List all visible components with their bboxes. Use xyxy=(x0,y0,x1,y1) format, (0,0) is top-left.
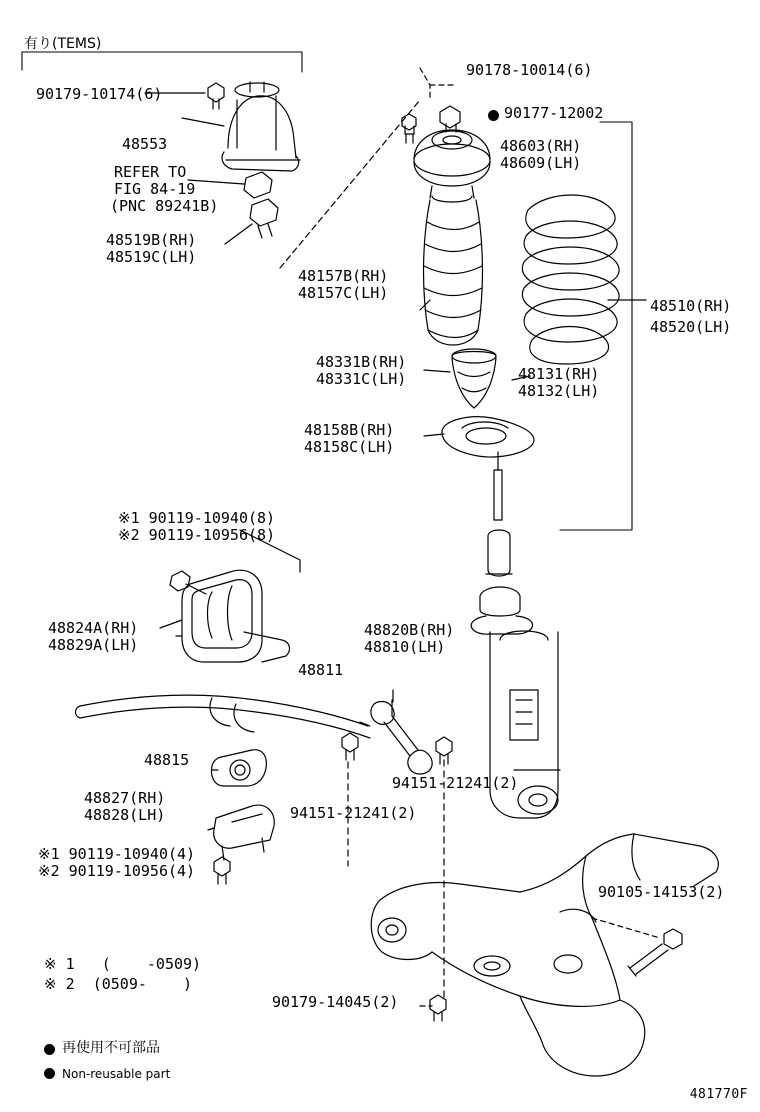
label-48553: 48553 xyxy=(122,135,168,153)
legend-nonreusable-jp: 再使用不可部品 xyxy=(62,1040,160,1056)
label-48157b: 48157B(RH) xyxy=(298,267,389,285)
label-48331c: 48331C(LH) xyxy=(316,370,407,388)
label-48131: 48131(RH) xyxy=(518,365,600,383)
tems-note-text: 有り(TEMS) xyxy=(24,36,102,52)
non-reusable-marker-90177 xyxy=(488,110,499,121)
label-note1-90119-10940-4: ※1 90119-10940(4) xyxy=(38,845,196,863)
label-48828: 48828(LH) xyxy=(84,806,166,824)
label-90179-14045: 90179-14045(2) xyxy=(272,993,399,1011)
label-refer-to-line3: (PNC 89241B) xyxy=(110,197,219,215)
label-48510: 48510(RH) xyxy=(650,297,732,315)
label-48829a: 48829A(LH) xyxy=(48,636,139,654)
diagram-code: 481770F xyxy=(689,1087,748,1102)
label-note2-90119-10956-8: ※2 90119-10956(8) xyxy=(118,526,276,544)
label-94151-21241-b: 94151-21241(2) xyxy=(290,804,417,822)
label-48132: 48132(LH) xyxy=(518,382,600,400)
label-48158c: 48158C(LH) xyxy=(304,438,395,456)
label-refer-to-line2: FIG 84-19 xyxy=(114,180,196,198)
label-48158b: 48158B(RH) xyxy=(304,421,395,439)
label-48820b: 48820B(RH) xyxy=(364,621,455,639)
label-90177-12002: 90177-12002 xyxy=(504,104,604,122)
label-48827: 48827(RH) xyxy=(84,789,166,807)
label-note2-90119-10956-4: ※2 90119-10956(4) xyxy=(38,862,196,880)
legend-nonreusable-en: Non-reusable part xyxy=(62,1067,171,1081)
legend-marker-en xyxy=(44,1068,55,1079)
label-48609: 48609(LH) xyxy=(500,154,582,172)
label-refer-to-line1: REFER TO xyxy=(114,163,187,181)
label-48157c: 48157C(LH) xyxy=(298,284,389,302)
legend-date-1: ※ 1 ( -0509) xyxy=(44,955,202,973)
label-tems-note xyxy=(24,36,101,53)
label-90179-10174: 90179-10174(6) xyxy=(36,85,163,103)
label-48519b: 48519B(RH) xyxy=(106,231,197,249)
label-48520: 48520(LH) xyxy=(650,318,732,336)
label-48824a: 48824A(RH) xyxy=(48,619,139,637)
label-48519c: 48519C(LH) xyxy=(106,248,197,266)
label-90105-14153: 90105-14153(2) xyxy=(598,883,725,901)
label-48810: 48810(LH) xyxy=(364,638,446,656)
legend-date-2: ※ 2 (0509- ) xyxy=(44,975,193,993)
label-48603: 48603(RH) xyxy=(500,137,582,155)
legend-marker-jp xyxy=(44,1044,55,1055)
label-94151-21241-a: 94151-21241(2) xyxy=(392,774,519,792)
label-48811: 48811 xyxy=(298,661,344,679)
label-48815: 48815 xyxy=(144,751,190,769)
label-90178-10014: 90178-10014(6) xyxy=(466,61,593,79)
label-note1-90119-10940-8: ※1 90119-10940(8) xyxy=(118,509,276,527)
label-48331b: 48331B(RH) xyxy=(316,353,407,371)
